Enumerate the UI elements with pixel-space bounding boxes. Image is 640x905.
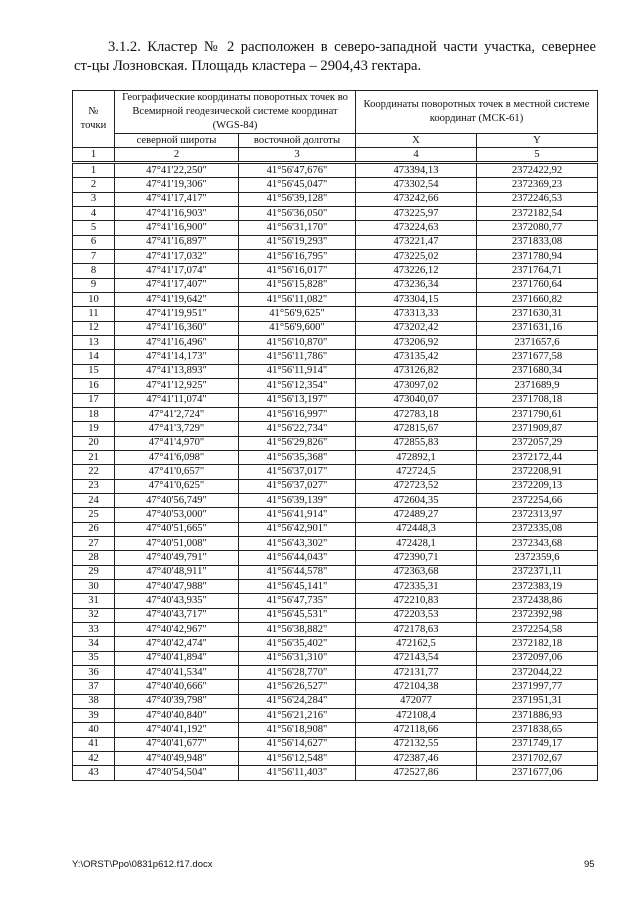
- cell-latitude: 47°41'17,417": [115, 192, 239, 206]
- cell-latitude: 47°41'13,893": [115, 364, 239, 378]
- cell-latitude: 47°40'42,967": [115, 623, 239, 637]
- cell-x: 472203,53: [356, 608, 477, 622]
- table-row: [73, 235, 598, 249]
- cell-point-number: 36: [73, 666, 115, 680]
- cell-longitude: 41°56'39,139": [239, 493, 356, 507]
- cell-y: 2372335,08: [477, 522, 598, 536]
- cell-y: 2371657,6: [477, 336, 598, 350]
- cell-point-number: 38: [73, 694, 115, 708]
- table-row: [73, 407, 598, 421]
- table-row: [73, 250, 598, 264]
- cell-point-number: 33: [73, 623, 115, 637]
- cell-longitude: 41°56'16,017": [239, 264, 356, 278]
- cell-x: 473313,33: [356, 307, 477, 321]
- cell-longitude: 41°56'12,548": [239, 752, 356, 766]
- cell-x: 472210,83: [356, 594, 477, 608]
- cell-latitude: 47°41'6,098": [115, 450, 239, 464]
- table-row: [73, 666, 598, 680]
- cell-point-number: 7: [73, 250, 115, 264]
- cell-y: 2372422,92: [477, 163, 598, 178]
- cell-y: 2372172,44: [477, 450, 598, 464]
- cell-point-number: 24: [73, 493, 115, 507]
- cell-point-number: 21: [73, 450, 115, 464]
- cell-longitude: 41°56'13,197": [239, 393, 356, 407]
- column-number: 5: [477, 148, 598, 163]
- cell-x: 473394,13: [356, 163, 477, 178]
- cell-longitude: 41°56'24,284": [239, 694, 356, 708]
- cell-latitude: 47°41'14,173": [115, 350, 239, 364]
- table-row: [73, 436, 598, 450]
- table-row: [73, 551, 598, 565]
- cell-latitude: 47°41'0,625": [115, 479, 239, 493]
- cell-point-number: 28: [73, 551, 115, 565]
- header-row: [73, 91, 598, 134]
- cell-point-number: 31: [73, 594, 115, 608]
- table-row: [73, 321, 598, 335]
- cell-latitude: 47°40'53,000": [115, 508, 239, 522]
- cell-y: 2372383,19: [477, 579, 598, 593]
- cell-latitude: 47°41'11,074": [115, 393, 239, 407]
- cell-point-number: 43: [73, 766, 115, 780]
- cell-longitude: 41°56'39,128": [239, 192, 356, 206]
- column-number: 2: [115, 148, 239, 163]
- cell-y: 2371660,82: [477, 293, 598, 307]
- table-row: [73, 565, 598, 579]
- cell-longitude: 41°56'45,531": [239, 608, 356, 622]
- cell-latitude: 47°40'47,988": [115, 579, 239, 593]
- table-row: [73, 508, 598, 522]
- cell-longitude: 41°56'11,082": [239, 293, 356, 307]
- cell-x: 472855,83: [356, 436, 477, 450]
- cell-y: 2372392,98: [477, 608, 598, 622]
- table-row: [73, 192, 598, 206]
- table-row: [73, 709, 598, 723]
- table-row: [73, 221, 598, 235]
- cell-longitude: 41°56'37,017": [239, 465, 356, 479]
- cell-y: 2372057,29: [477, 436, 598, 450]
- cell-point-number: 32: [73, 608, 115, 622]
- cell-longitude: 41°56'19,293": [239, 235, 356, 249]
- table-row: [73, 737, 598, 751]
- cell-latitude: 47°41'4,970": [115, 436, 239, 450]
- cell-x: 472604,35: [356, 493, 477, 507]
- cell-latitude: 47°40'51,008": [115, 536, 239, 550]
- header-y: Y: [477, 134, 598, 148]
- cell-latitude: 47°40'54,504": [115, 766, 239, 780]
- table-row: [73, 623, 598, 637]
- cell-latitude: 47°40'56,749": [115, 493, 239, 507]
- table-row: [73, 163, 598, 178]
- cell-latitude: 47°40'41,192": [115, 723, 239, 737]
- cell-point-number: 20: [73, 436, 115, 450]
- table-row: [73, 293, 598, 307]
- footer-file-path: Y:\ORST\Ppo\0831p612.f17.docx: [72, 859, 213, 870]
- cell-x: 473225,02: [356, 250, 477, 264]
- cell-y: 2372182,18: [477, 637, 598, 651]
- cell-latitude: 47°40'40,666": [115, 680, 239, 694]
- cell-x: 473226,12: [356, 264, 477, 278]
- cell-latitude: 47°41'16,496": [115, 336, 239, 350]
- table-row: [73, 594, 598, 608]
- table-row: [73, 207, 598, 221]
- cell-point-number: 34: [73, 637, 115, 651]
- cell-latitude: 47°40'40,840": [115, 709, 239, 723]
- header-point-number: № точки: [73, 91, 115, 148]
- subheader-row: [73, 134, 598, 148]
- cell-latitude: 47°41'19,306": [115, 178, 239, 192]
- cell-longitude: 41°56'10,870": [239, 336, 356, 350]
- cell-point-number: 13: [73, 336, 115, 350]
- table-row: [73, 336, 598, 350]
- cell-longitude: 41°56'9,600": [239, 321, 356, 335]
- cell-x: 472143,54: [356, 651, 477, 665]
- cell-point-number: 30: [73, 579, 115, 593]
- cell-x: 472178,63: [356, 623, 477, 637]
- cell-latitude: 47°41'19,642": [115, 293, 239, 307]
- cell-longitude: 41°56'47,676": [239, 163, 356, 178]
- cell-longitude: 41°56'21,216": [239, 709, 356, 723]
- cell-point-number: 25: [73, 508, 115, 522]
- cell-longitude: 41°56'36,050": [239, 207, 356, 221]
- table-row: [73, 752, 598, 766]
- table-row: [73, 465, 598, 479]
- cell-latitude: 47°41'16,360": [115, 321, 239, 335]
- cell-point-number: 17: [73, 393, 115, 407]
- cell-point-number: 39: [73, 709, 115, 723]
- cell-latitude: 47°40'49,791": [115, 551, 239, 565]
- table-row: [73, 307, 598, 321]
- table-row: [73, 493, 598, 507]
- cell-y: 2371951,31: [477, 694, 598, 708]
- cell-y: 2372371,11: [477, 565, 598, 579]
- cell-y: 2371833,08: [477, 235, 598, 249]
- cell-x: 472363,68: [356, 565, 477, 579]
- header-x: X: [356, 134, 477, 148]
- cell-longitude: 41°56'15,828": [239, 278, 356, 292]
- cell-y: 2371790,61: [477, 407, 598, 421]
- header-wgs84: Географические координаты поворотных точек во Всемирной геодезической системе координат (WGS-84): [115, 91, 356, 134]
- cell-latitude: 47°40'41,894": [115, 651, 239, 665]
- cell-point-number: 22: [73, 465, 115, 479]
- cell-x: 472489,27: [356, 508, 477, 522]
- cell-longitude: 41°56'41,914": [239, 508, 356, 522]
- cell-latitude: 47°41'17,032": [115, 250, 239, 264]
- cell-x: 472448,3: [356, 522, 477, 536]
- intro-line-1: 3.1.2. Кластер № 2 расположен в северо-западной части участка, севернее: [108, 39, 596, 55]
- cell-x: 472892,1: [356, 450, 477, 464]
- coordinates-table: [72, 90, 598, 781]
- cell-x: 472387,46: [356, 752, 477, 766]
- cell-x: 472162,5: [356, 637, 477, 651]
- cell-longitude: 41°56'31,170": [239, 221, 356, 235]
- table-row: [73, 637, 598, 651]
- cell-x: 473221,47: [356, 235, 477, 249]
- cell-point-number: 4: [73, 207, 115, 221]
- cell-longitude: 41°56'9,625": [239, 307, 356, 321]
- cell-x: 473302,54: [356, 178, 477, 192]
- cell-latitude: 47°40'43,935": [115, 594, 239, 608]
- cell-longitude: 41°56'44,043": [239, 551, 356, 565]
- cell-x: 472527,86: [356, 766, 477, 780]
- cell-x: 473135,42: [356, 350, 477, 364]
- cell-longitude: 41°56'45,141": [239, 579, 356, 593]
- cell-point-number: 6: [73, 235, 115, 249]
- cell-latitude: 47°41'17,407": [115, 278, 239, 292]
- table-row: [73, 479, 598, 493]
- cell-latitude: 47°40'43,717": [115, 608, 239, 622]
- cell-point-number: 29: [73, 565, 115, 579]
- header-east-longitude: восточной долготы: [239, 134, 356, 148]
- cell-point-number: 27: [73, 536, 115, 550]
- cell-y: 2371886,93: [477, 709, 598, 723]
- table-row: [73, 450, 598, 464]
- cell-longitude: 41°56'18,908": [239, 723, 356, 737]
- cell-x: 472390,71: [356, 551, 477, 565]
- cell-point-number: 12: [73, 321, 115, 335]
- cell-y: 2372097,06: [477, 651, 598, 665]
- cell-x: 473224,63: [356, 221, 477, 235]
- table-row: [73, 264, 598, 278]
- cell-x: 472104,38: [356, 680, 477, 694]
- column-number-row: [73, 148, 598, 163]
- cell-latitude: 47°40'48,911": [115, 565, 239, 579]
- cell-point-number: 40: [73, 723, 115, 737]
- table-row: [73, 278, 598, 292]
- cell-x: 473304,15: [356, 293, 477, 307]
- table-row: [73, 364, 598, 378]
- cell-point-number: 18: [73, 407, 115, 421]
- footer-page-number: 95: [584, 859, 595, 870]
- cell-y: 2371631,16: [477, 321, 598, 335]
- cell-longitude: 41°56'11,786": [239, 350, 356, 364]
- header-north-latitude: северной широты: [115, 134, 239, 148]
- cell-latitude: 47°40'41,677": [115, 737, 239, 751]
- cell-y: 2372254,58: [477, 623, 598, 637]
- cell-y: 2371702,67: [477, 752, 598, 766]
- column-number: 3: [239, 148, 356, 163]
- cell-point-number: 5: [73, 221, 115, 235]
- cell-point-number: 35: [73, 651, 115, 665]
- cell-longitude: 41°56'38,882": [239, 623, 356, 637]
- cell-longitude: 41°56'31,310": [239, 651, 356, 665]
- column-number: 1: [73, 148, 115, 163]
- table-row: [73, 723, 598, 737]
- cell-x: 472132,55: [356, 737, 477, 751]
- cell-longitude: 41°56'44,578": [239, 565, 356, 579]
- cell-latitude: 47°41'19,951": [115, 307, 239, 321]
- cell-x: 473225,97: [356, 207, 477, 221]
- cell-longitude: 41°56'29,826": [239, 436, 356, 450]
- cell-point-number: 23: [73, 479, 115, 493]
- cell-longitude: 41°56'35,402": [239, 637, 356, 651]
- cell-longitude: 41°56'26,527": [239, 680, 356, 694]
- cell-point-number: 42: [73, 752, 115, 766]
- cell-latitude: 47°41'17,074": [115, 264, 239, 278]
- cell-point-number: 9: [73, 278, 115, 292]
- cell-y: 2371760,64: [477, 278, 598, 292]
- cell-y: 2372438,86: [477, 594, 598, 608]
- cell-latitude: 47°40'42,474": [115, 637, 239, 651]
- cell-longitude: 41°56'11,403": [239, 766, 356, 780]
- cell-longitude: 41°56'35,368": [239, 450, 356, 464]
- cell-y: 2371677,58: [477, 350, 598, 364]
- table-row: [73, 579, 598, 593]
- cell-y: 2372369,23: [477, 178, 598, 192]
- cell-x: 472815,67: [356, 422, 477, 436]
- cell-latitude: 47°41'3,729": [115, 422, 239, 436]
- cell-point-number: 15: [73, 364, 115, 378]
- intro-paragraph: [74, 38, 596, 76]
- cell-x: 472077: [356, 694, 477, 708]
- cell-latitude: 47°40'41,534": [115, 666, 239, 680]
- cell-x: 473126,82: [356, 364, 477, 378]
- cell-longitude: 41°56'43,302": [239, 536, 356, 550]
- cell-point-number: 26: [73, 522, 115, 536]
- cell-y: 2371909,87: [477, 422, 598, 436]
- cell-y: 2372254,66: [477, 493, 598, 507]
- cell-latitude: 47°41'0,657": [115, 465, 239, 479]
- cell-x: 472428,1: [356, 536, 477, 550]
- cell-x: 472108,4: [356, 709, 477, 723]
- header-msk61: Координаты поворотных точек в местной системе координат (МСК-61): [356, 91, 598, 134]
- cell-longitude: 41°56'47,735": [239, 594, 356, 608]
- cell-latitude: 47°40'49,948": [115, 752, 239, 766]
- cell-latitude: 47°41'16,903": [115, 207, 239, 221]
- cell-point-number: 37: [73, 680, 115, 694]
- cell-x: 472131,77: [356, 666, 477, 680]
- cell-x: 472723,52: [356, 479, 477, 493]
- cell-latitude: 47°41'2,724": [115, 407, 239, 421]
- table-row: [73, 393, 598, 407]
- cell-x: 473242,66: [356, 192, 477, 206]
- cell-y: 2372313,97: [477, 508, 598, 522]
- cell-point-number: 11: [73, 307, 115, 321]
- cell-y: 2371780,94: [477, 250, 598, 264]
- table-row: [73, 651, 598, 665]
- table-row: [73, 608, 598, 622]
- cell-longitude: 41°56'16,795": [239, 250, 356, 264]
- cell-latitude: 47°41'22,250": [115, 163, 239, 178]
- cell-y: 2371749,17: [477, 737, 598, 751]
- table-row: [73, 766, 598, 780]
- table-row: [73, 522, 598, 536]
- cell-longitude: 41°56'11,914": [239, 364, 356, 378]
- cell-longitude: 41°56'45,047": [239, 178, 356, 192]
- cell-point-number: 14: [73, 350, 115, 364]
- cell-x: 473097,02: [356, 379, 477, 393]
- table-row: [73, 422, 598, 436]
- table-row: [73, 178, 598, 192]
- cell-x: 473202,42: [356, 321, 477, 335]
- cell-latitude: 47°41'16,900": [115, 221, 239, 235]
- cell-longitude: 41°56'12,354": [239, 379, 356, 393]
- cell-latitude: 47°40'39,798": [115, 694, 239, 708]
- cell-x: 472724,5: [356, 465, 477, 479]
- table-row: [73, 379, 598, 393]
- cell-y: 2372343,68: [477, 536, 598, 550]
- cell-y: 2371708,18: [477, 393, 598, 407]
- cell-point-number: 8: [73, 264, 115, 278]
- cell-latitude: 47°41'16,897": [115, 235, 239, 249]
- cell-point-number: 3: [73, 192, 115, 206]
- cell-y: 2372080,77: [477, 221, 598, 235]
- cell-y: 2371838,65: [477, 723, 598, 737]
- cell-y: 2372246,53: [477, 192, 598, 206]
- cell-x: 473206,92: [356, 336, 477, 350]
- cell-y: 2372044,22: [477, 666, 598, 680]
- cell-x: 473236,34: [356, 278, 477, 292]
- table-row: [73, 694, 598, 708]
- cell-y: 2371997,77: [477, 680, 598, 694]
- cell-point-number: 19: [73, 422, 115, 436]
- table-body: [73, 163, 598, 781]
- cell-y: 2371764,71: [477, 264, 598, 278]
- cell-latitude: 47°41'12,925": [115, 379, 239, 393]
- cell-x: 473040,07: [356, 393, 477, 407]
- cell-longitude: 41°56'14,627": [239, 737, 356, 751]
- cell-x: 472335,31: [356, 579, 477, 593]
- cell-y: 2371689,9: [477, 379, 598, 393]
- cell-longitude: 41°56'42,901": [239, 522, 356, 536]
- cell-point-number: 2: [73, 178, 115, 192]
- cell-point-number: 41: [73, 737, 115, 751]
- cell-y: 2371630,31: [477, 307, 598, 321]
- cell-y: 2371680,34: [477, 364, 598, 378]
- cell-y: 2372182,54: [477, 207, 598, 221]
- column-number: 4: [356, 148, 477, 163]
- table-row: [73, 350, 598, 364]
- cell-longitude: 41°56'37,027": [239, 479, 356, 493]
- cell-y: 2371677,06: [477, 766, 598, 780]
- table-row: [73, 536, 598, 550]
- cell-point-number: 10: [73, 293, 115, 307]
- cell-y: 2372209,13: [477, 479, 598, 493]
- cell-longitude: 41°56'28,770": [239, 666, 356, 680]
- cell-longitude: 41°56'22,734": [239, 422, 356, 436]
- cell-longitude: 41°56'16,997": [239, 407, 356, 421]
- cell-latitude: 47°40'51,665": [115, 522, 239, 536]
- cell-y: 2372208,91: [477, 465, 598, 479]
- cell-y: 2372359,6: [477, 551, 598, 565]
- intro-line-2: ст-цы Лозновская. Площадь кластера – 2904,43 гектара.: [74, 58, 422, 74]
- cell-point-number: 16: [73, 379, 115, 393]
- cell-point-number: 1: [73, 163, 115, 178]
- table-row: [73, 680, 598, 694]
- cell-x: 472783,18: [356, 407, 477, 421]
- cell-x: 472118,66: [356, 723, 477, 737]
